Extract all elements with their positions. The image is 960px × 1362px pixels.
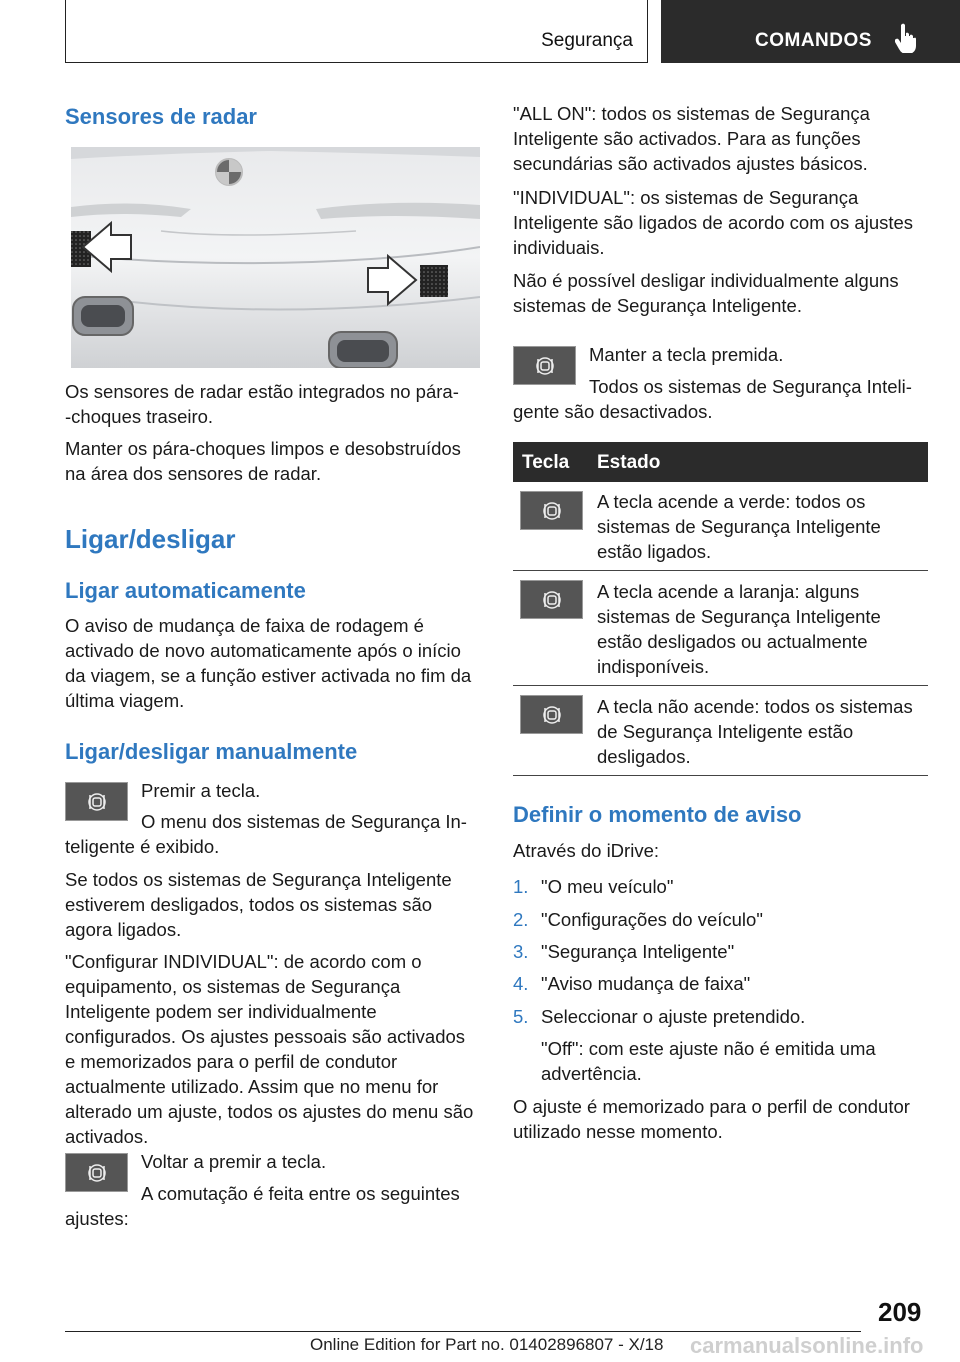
step-text: "Configurações do veículo" — [541, 909, 763, 930]
menu-shown-line-2: teligente é exibido. — [65, 836, 220, 857]
step-number: 5. — [513, 1006, 529, 1027]
press-again-text: Voltar a premir a tecla. — [141, 1151, 327, 1172]
footer-divider — [65, 1331, 861, 1332]
state-off-text: A tecla não acende: todos os sistemas de Segurança Inteligente estão desligados. — [597, 696, 913, 767]
state-green-text: A tecla acende a verde: todos os sistemas de Segurança Inteligente estão ligados. — [597, 491, 881, 562]
header-section-label: Segurança — [541, 30, 633, 51]
lane-assist-key-image-1 — [65, 782, 128, 821]
press-key-text: Premir a tecla. — [141, 780, 261, 801]
off-note-text: "Off": com este ajuste não é emitida uma advertência. — [541, 1038, 876, 1084]
lane-assist-key-image-3 — [513, 346, 576, 385]
not-possible-paragraph: Não é possível desligar individualmente alguns sistemas de Segurança Inteligente. — [513, 270, 899, 316]
lane-assist-key-image-2 — [65, 1153, 128, 1192]
page-number: 209 — [878, 1297, 922, 1327]
pointing-hand-icon — [895, 23, 917, 53]
car-rear-illustration — [71, 147, 480, 368]
key-orange-image — [520, 580, 583, 619]
table-row-divider — [513, 685, 928, 686]
footer-edition: Online Edition for Part no. 01402896807 - X/18 — [310, 1335, 664, 1354]
lane-assist-icon — [543, 589, 561, 611]
footer-watermark: carmanualsonline.info — [690, 1333, 924, 1358]
header-section-tab — [65, 0, 648, 63]
list-item — [513, 971, 751, 996]
list-item — [513, 1004, 806, 1029]
key-green-image — [520, 491, 583, 530]
radar-sensor-right — [420, 265, 448, 297]
header-chapter-tab — [661, 0, 960, 63]
toggle-line-1: A comutação é feita entre os seguintes — [141, 1183, 460, 1204]
step-text: "Segurança Inteligente" — [541, 941, 735, 962]
menu-shown-line-1: O menu dos sistemas de Segurança In- — [141, 811, 467, 832]
toggle-line-2: ajustes: — [65, 1208, 129, 1229]
radar-paragraph-1: Os sensores de radar estão integrados no pára- -choques traseiro. — [65, 381, 459, 427]
state-orange-text: A tecla acende a laranja: alguns sistemas de Segurança Inteligente estão desligados ou actualmente indisponíveis. — [597, 581, 881, 677]
heading-on-off: Ligar/desligar — [65, 524, 236, 554]
heading-warning-time: Definir o momento de aviso — [513, 802, 802, 827]
auto-paragraph: O aviso de mudança de faixa de rodagem é activado de novo automaticamente após o início da viagem, se a função estiver activada no fim da última viagem. — [65, 615, 472, 711]
table-row-divider — [513, 570, 928, 571]
col-header-state: Estado — [597, 452, 661, 473]
table-row-divider — [513, 775, 928, 776]
step-text: "O meu veículo" — [541, 876, 674, 897]
hold-key-text: Manter a tecla premida. — [589, 344, 784, 365]
col-header-key: Tecla — [522, 452, 570, 473]
list-item — [513, 939, 735, 964]
step-number: 4. — [513, 973, 529, 994]
individual-paragraph: "INDIVIDUAL": os sistemas de Segurança Inteligente são ligados de acordo com os ajustes individuais. — [513, 187, 914, 258]
lane-assist-icon — [536, 355, 554, 377]
radar-paragraph-2: Manter os pára-choques limpos e desobstruídos na área dos sensores de radar. — [65, 438, 461, 484]
header-chapter-label: COMANDOS — [755, 30, 872, 51]
all-on-paragraph: "ALL ON": todos os sistemas de Segurança Inteligente são activados. Para as funções secundárias são activados ajustes básicos. — [513, 103, 870, 174]
key-off-image — [520, 695, 583, 734]
step-number: 1. — [513, 876, 529, 897]
configure-paragraph: "Configurar INDIVIDUAL": de acordo com o equipamento, os sistemas de Segurança Inteligente podem ser individualmente configurados. Os ajustes pessoais são activados e memorizados para o perfil de condutor actualmente utilizado. Assim que no menu for alterado um ajuste, todos os ajustes do menu são activados. — [65, 951, 474, 1147]
step-text: "Aviso mudança de faixa" — [541, 973, 751, 994]
all-off-paragraph: Se todos os sistemas de Segurança Inteligente estiverem desligados, todos os sistemas são agora ligados. — [65, 869, 452, 940]
list-item — [513, 907, 763, 932]
deactivated-line-1: Todos os sistemas de Segurança Inteli- — [589, 376, 912, 397]
memorized-paragraph: O ajuste é memorizado para o perfil de condutor utilizado nesse momento. — [513, 1096, 910, 1142]
lane-assist-icon — [543, 500, 561, 522]
lane-assist-icon — [543, 704, 561, 726]
step-number: 2. — [513, 909, 529, 930]
deactivated-line-2: gente são desactivados. — [513, 401, 713, 422]
lane-assist-icon — [88, 1162, 106, 1184]
list-item — [513, 874, 674, 899]
step-number: 3. — [513, 941, 529, 962]
heading-auto-on: Ligar automaticamente — [65, 578, 306, 603]
via-idrive-text: Através do iDrive: — [513, 840, 659, 861]
heading-radar-sensors: Sensores de radar — [65, 104, 257, 129]
status-table-header — [513, 442, 928, 482]
heading-manual-on-off: Ligar/desligar manualmente — [65, 739, 358, 764]
lane-assist-icon — [88, 791, 106, 813]
step-text: Seleccionar o ajuste pretendido. — [541, 1006, 806, 1027]
